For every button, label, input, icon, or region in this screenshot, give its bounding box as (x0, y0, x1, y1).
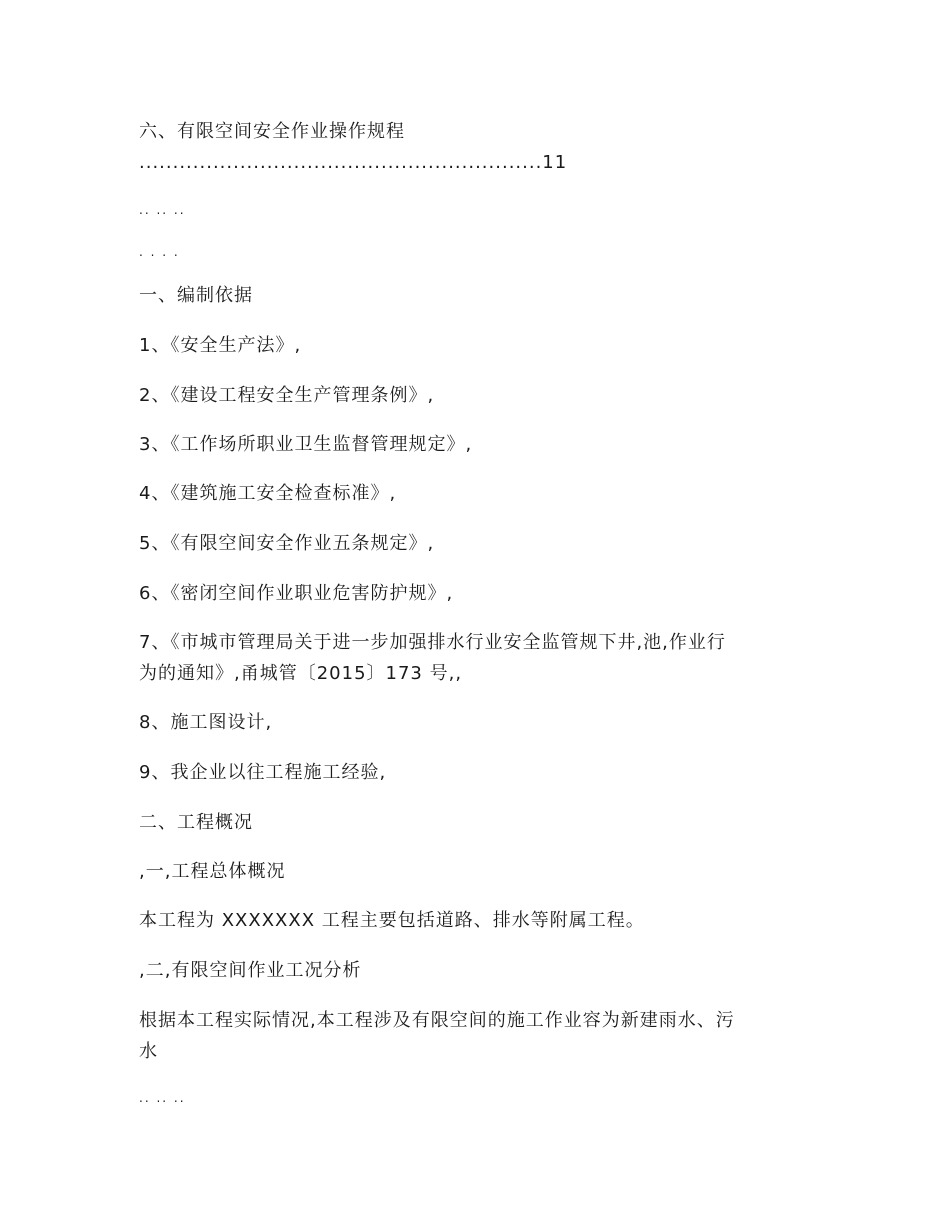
separator-dots: .. .. .. (139, 1091, 186, 1105)
basis-item-continuation: 为的通知》,甬城管〔2015〕173 号,, (139, 663, 463, 684)
separator-dots: .. .. .. (139, 203, 186, 217)
paragraph-analysis-continuation: 水 (139, 1041, 158, 1062)
paragraph-analysis: 根据本工程实际情况,本工程涉及有限空间的施工作业容为新建雨水、污 (139, 1010, 735, 1031)
paragraph-overview: 本工程为 XXXXXXX 工程主要包括道路、排水等附属工程。 (139, 910, 645, 931)
basis-item: 1、《安全生产法》, (139, 335, 302, 356)
basis-item: 5、《有限空间安全作业五条规定》, (139, 533, 435, 554)
toc-entry-title: 六、有限空间安全作业操作规程 (139, 121, 405, 142)
basis-item: 2、《建设工程安全生产管理条例》, (139, 385, 435, 406)
subheading-overview-general: ,一,工程总体概况 (139, 861, 286, 882)
separator-dots: . . . . (139, 245, 180, 259)
toc-entry-leader: ............................................................11 (139, 152, 568, 173)
subheading-confined-space-analysis: ,二,有限空间作业工况分析 (139, 960, 362, 981)
section-heading-overview: 二、工程概况 (139, 812, 253, 833)
section-heading-basis: 一、编制依据 (139, 285, 253, 306)
basis-item: 6、《密闭空间作业职业危害防护规》, (139, 583, 454, 604)
basis-item: 4、《建筑施工安全检查标准》, (139, 483, 397, 504)
basis-item: 7、《市城市管理局关于进一步加强排水行业安全监管规下井,池,作业行 (139, 632, 726, 653)
basis-item: 9、我企业以往工程施工经验, (139, 762, 387, 783)
basis-item: 8、施工图设计, (139, 712, 273, 733)
basis-item: 3、《工作场所职业卫生监督管理规定》, (139, 434, 473, 455)
